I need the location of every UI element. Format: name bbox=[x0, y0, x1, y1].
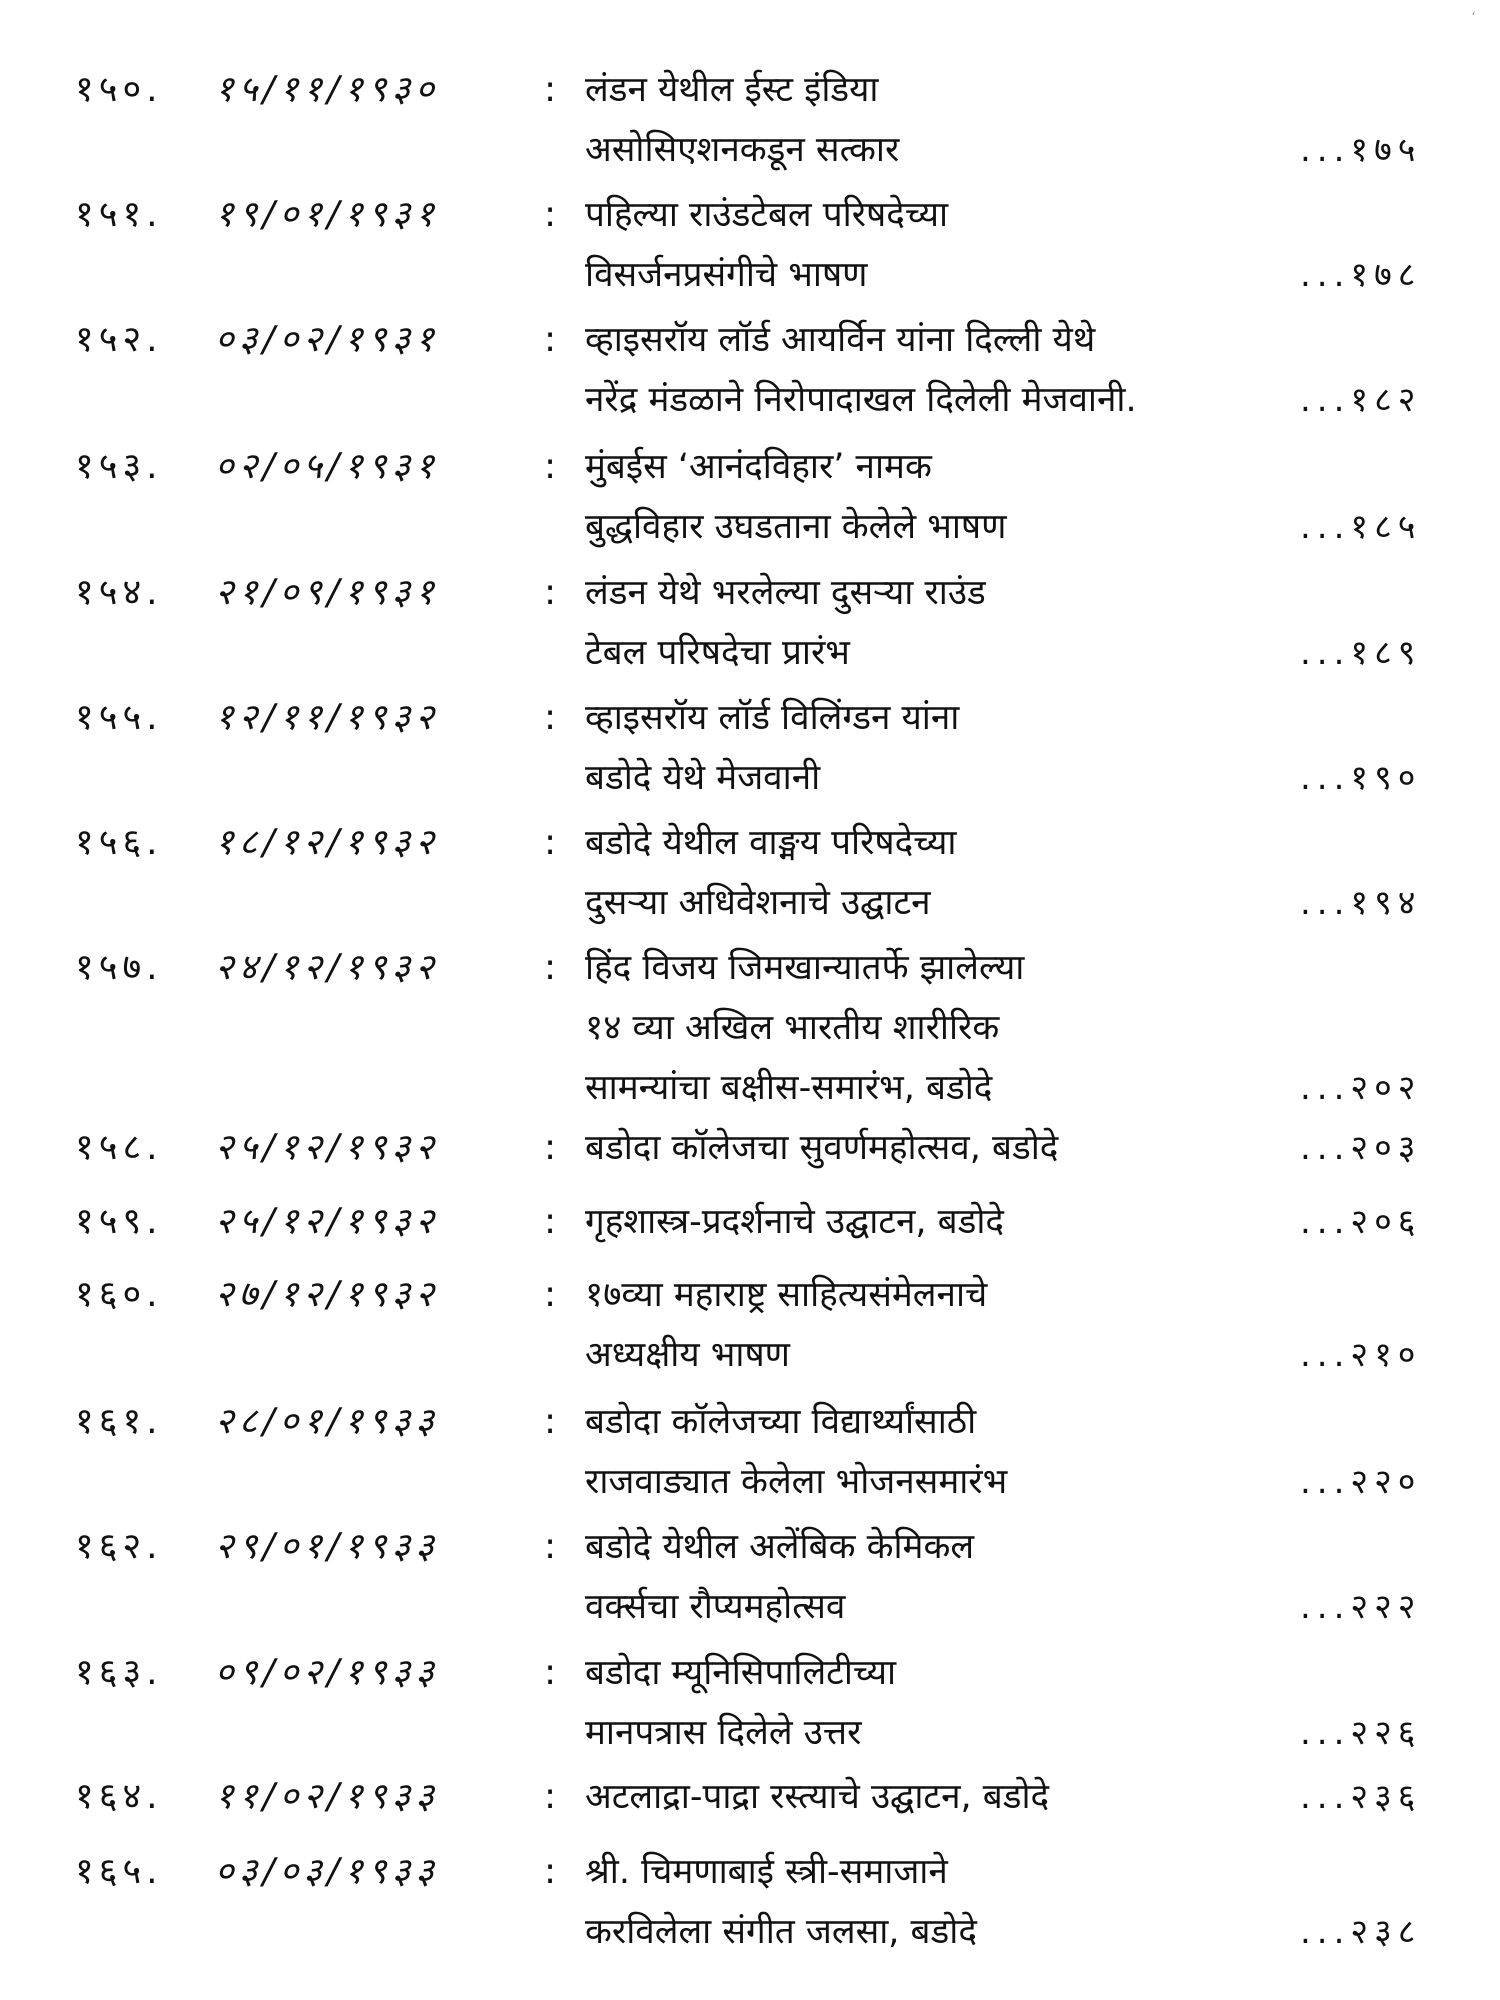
entry-title-line: मानपत्रास दिलेले उत्तर bbox=[585, 1713, 862, 1753]
entry-title-line: हिंद विजय जिमखान्यातर्फे झालेल्या bbox=[585, 948, 1025, 988]
entry-title-line: बडोदे येथील वाङ्मय परिषदेच्या bbox=[585, 823, 957, 863]
entry-title bbox=[585, 310, 1325, 430]
entry-title-line: बडोदा कॉलेजचा सुवर्णमहोत्सव, बडोदे bbox=[585, 1128, 1059, 1168]
entry-title-line: अटलाद्रा-पाद्रा रस्त्याचे उद्घाटन, बडोदे bbox=[585, 1777, 1050, 1817]
entry-title bbox=[585, 1192, 1325, 1252]
entry-separator: : bbox=[544, 194, 557, 235]
entry-title-line: सामन्यांचा बक्षीस-समारंभ, बडोदे bbox=[585, 1068, 993, 1108]
entry-title bbox=[585, 813, 1325, 933]
entry-title-line: लंडन येथे भरलेल्या दुसऱ्या राउंड bbox=[585, 573, 986, 613]
entry-number: १५४. bbox=[75, 572, 163, 613]
entry-title-line: बडोदा म्यूनिसिपालिटीच्या bbox=[585, 1653, 897, 1693]
entry-date: १९/०१/१९३१ bbox=[215, 194, 440, 235]
entry-title-line: टेबल परिषदेचा प्रारंभ bbox=[585, 633, 850, 673]
entry-title-line: व्हाइसरॉय लॉर्ड आयर्विन यांना दिल्ली येथे bbox=[585, 320, 1096, 360]
entry-separator: : bbox=[544, 446, 557, 487]
entry-number: १६५. bbox=[75, 1851, 163, 1892]
entry-number: १५८. bbox=[75, 1127, 163, 1168]
entry-date: १५/११/१९३० bbox=[215, 69, 440, 110]
entry-title-line: बुद्धविहार उघडताना केलेले भाषण bbox=[585, 507, 1007, 547]
entry-date: २४/१२/१९३२ bbox=[215, 947, 440, 988]
entry-page-number: ...२२६ bbox=[1300, 1713, 1422, 1753]
entry-number: १६४. bbox=[75, 1776, 163, 1817]
entry-title-line: असोसिएशनकडून सत्कार bbox=[585, 130, 900, 170]
entry-separator: : bbox=[544, 822, 557, 863]
entry-title-line: नरेंद्र मंडळाने निरोपादाखल दिलेली मेजवानी. bbox=[585, 380, 1137, 420]
entry-date: २९/०१/१९३३ bbox=[215, 1526, 440, 1567]
entry-title-line: मुंबईस ‘आनंदविहार’ नामक bbox=[585, 447, 932, 487]
entry-number: १५६. bbox=[75, 822, 163, 863]
entry-separator: : bbox=[544, 319, 557, 360]
entry-page-number: ...१९० bbox=[1300, 758, 1422, 798]
entry-date: २५/१२/१९३२ bbox=[215, 1127, 440, 1168]
entry-date: २१/०९/१९३१ bbox=[215, 572, 440, 613]
entry-separator: : bbox=[544, 1401, 557, 1442]
entry-page-number: ...२०६ bbox=[1300, 1202, 1422, 1242]
entry-title-line: लंडन येथील ईस्ट इंडिया bbox=[585, 70, 879, 110]
entry-title bbox=[585, 437, 1325, 557]
entry-separator: : bbox=[544, 1526, 557, 1567]
entry-number: १५९. bbox=[75, 1201, 163, 1242]
entry-separator: : bbox=[544, 1652, 557, 1693]
entry-date: ०३/०२/१९३१ bbox=[215, 319, 440, 360]
entry-date: २८/०१/१९३३ bbox=[215, 1401, 440, 1442]
entry-title-line: १७व्या महाराष्ट्र साहित्यसंमेलनाचे bbox=[585, 1275, 988, 1315]
entry-title-line: विसर्जनप्रसंगीचे भाषण bbox=[585, 255, 868, 295]
entry-title-line: वर्क्सचा रौप्यमहोत्सव bbox=[585, 1587, 846, 1627]
entry-title-line: अध्यक्षीय भाषण bbox=[585, 1335, 790, 1375]
entry-title bbox=[585, 1265, 1325, 1385]
entry-title bbox=[585, 1842, 1325, 1962]
entry-title bbox=[585, 1118, 1325, 1178]
entry-separator: : bbox=[544, 69, 557, 110]
entry-title-line: दुसऱ्या अधिवेशनाचे उद्घाटन bbox=[585, 883, 931, 923]
entry-page-number: ...१७८ bbox=[1300, 255, 1422, 295]
entry-separator: : bbox=[544, 1201, 557, 1242]
entry-page-number: ...१८२ bbox=[1300, 380, 1422, 420]
entry-title-line: श्री. चिमणाबाई स्त्री-समाजाने bbox=[585, 1852, 948, 1892]
entry-number: १६०. bbox=[75, 1274, 163, 1315]
entry-number: १६१. bbox=[75, 1401, 163, 1442]
entry-page-number: ...२३८ bbox=[1300, 1912, 1422, 1952]
entry-title-line: १४ व्या अखिल भारतीय शारीरिक bbox=[585, 1008, 1000, 1048]
entry-title-line: राजवाड्यात केलेला भोजनसमारंभ bbox=[585, 1462, 1008, 1502]
entry-separator: : bbox=[544, 1776, 557, 1817]
entry-number: १५१. bbox=[75, 194, 163, 235]
entry-title bbox=[585, 1767, 1325, 1827]
entry-title bbox=[585, 563, 1325, 683]
entry-page-number: ...१९४ bbox=[1300, 883, 1422, 923]
entry-date: ०३/०३/१९३३ bbox=[215, 1851, 440, 1892]
entry-number: १५७. bbox=[75, 947, 163, 988]
entry-page-number: ...२०३ bbox=[1300, 1128, 1422, 1168]
entry-separator: : bbox=[544, 1851, 557, 1892]
entry-title bbox=[585, 1517, 1325, 1637]
entry-separator: : bbox=[544, 947, 557, 988]
entry-number: १६२. bbox=[75, 1526, 163, 1567]
entry-title-line: गृहशास्त्र-प्रदर्शनाचे उद्घाटन, बडोदे bbox=[585, 1202, 1005, 1242]
entry-number: १५२. bbox=[75, 319, 163, 360]
entry-title-line: बडोदा कॉलेजच्या विद्यार्थ्यांसाठी bbox=[585, 1402, 977, 1442]
entry-separator: : bbox=[544, 1127, 557, 1168]
entry-page-number: ...२२० bbox=[1300, 1462, 1422, 1502]
entry-title-line: करविलेला संगीत जलसा, बडोदे bbox=[585, 1912, 977, 1952]
entry-title bbox=[585, 60, 1325, 180]
entry-page-number: ...२१० bbox=[1300, 1335, 1422, 1375]
entry-number: १५३. bbox=[75, 446, 163, 487]
entry-date: ११/०२/१९३३ bbox=[215, 1776, 440, 1817]
entry-separator: : bbox=[544, 572, 557, 613]
entry-separator: : bbox=[544, 1274, 557, 1315]
entry-page-number: ...१८९ bbox=[1300, 633, 1422, 673]
entry-page-number: ...२०२ bbox=[1300, 1068, 1422, 1108]
entry-number: १५०. bbox=[75, 69, 163, 110]
entry-number: १६३. bbox=[75, 1652, 163, 1693]
entry-number: १५५. bbox=[75, 697, 163, 738]
entry-title bbox=[585, 1392, 1325, 1512]
entry-title bbox=[585, 185, 1325, 305]
entry-title-line: बडोदे येथील अलेंबिक केमिकल bbox=[585, 1527, 975, 1567]
entry-title bbox=[585, 938, 1325, 1118]
entry-date: ०९/०२/१९३३ bbox=[215, 1652, 440, 1693]
entry-page-number: ...२२२ bbox=[1300, 1587, 1422, 1627]
entry-date: २७/१२/१९३२ bbox=[215, 1274, 440, 1315]
entry-date: १२/११/१९३२ bbox=[215, 697, 440, 738]
entry-title bbox=[585, 1643, 1325, 1763]
corner-mark: ‘ bbox=[1471, 10, 1476, 26]
entry-title-line: बडोदे येथे मेजवानी bbox=[585, 758, 821, 798]
entry-title bbox=[585, 688, 1325, 808]
entry-date: ०२/०५/१९३१ bbox=[215, 446, 440, 487]
entry-title-line: व्हाइसरॉय लॉर्ड विलिंग्डन यांना bbox=[585, 698, 960, 738]
entry-date: २५/१२/१९३२ bbox=[215, 1201, 440, 1242]
entry-page-number: ...१८५ bbox=[1300, 507, 1422, 547]
entry-separator: : bbox=[544, 697, 557, 738]
entry-page-number: ...१७५ bbox=[1300, 130, 1422, 170]
entry-date: १८/१२/१९३२ bbox=[215, 822, 440, 863]
entry-page-number: ...२३६ bbox=[1300, 1777, 1422, 1817]
entry-title-line: पहिल्या राउंडटेबल परिषदेच्या bbox=[585, 195, 949, 235]
